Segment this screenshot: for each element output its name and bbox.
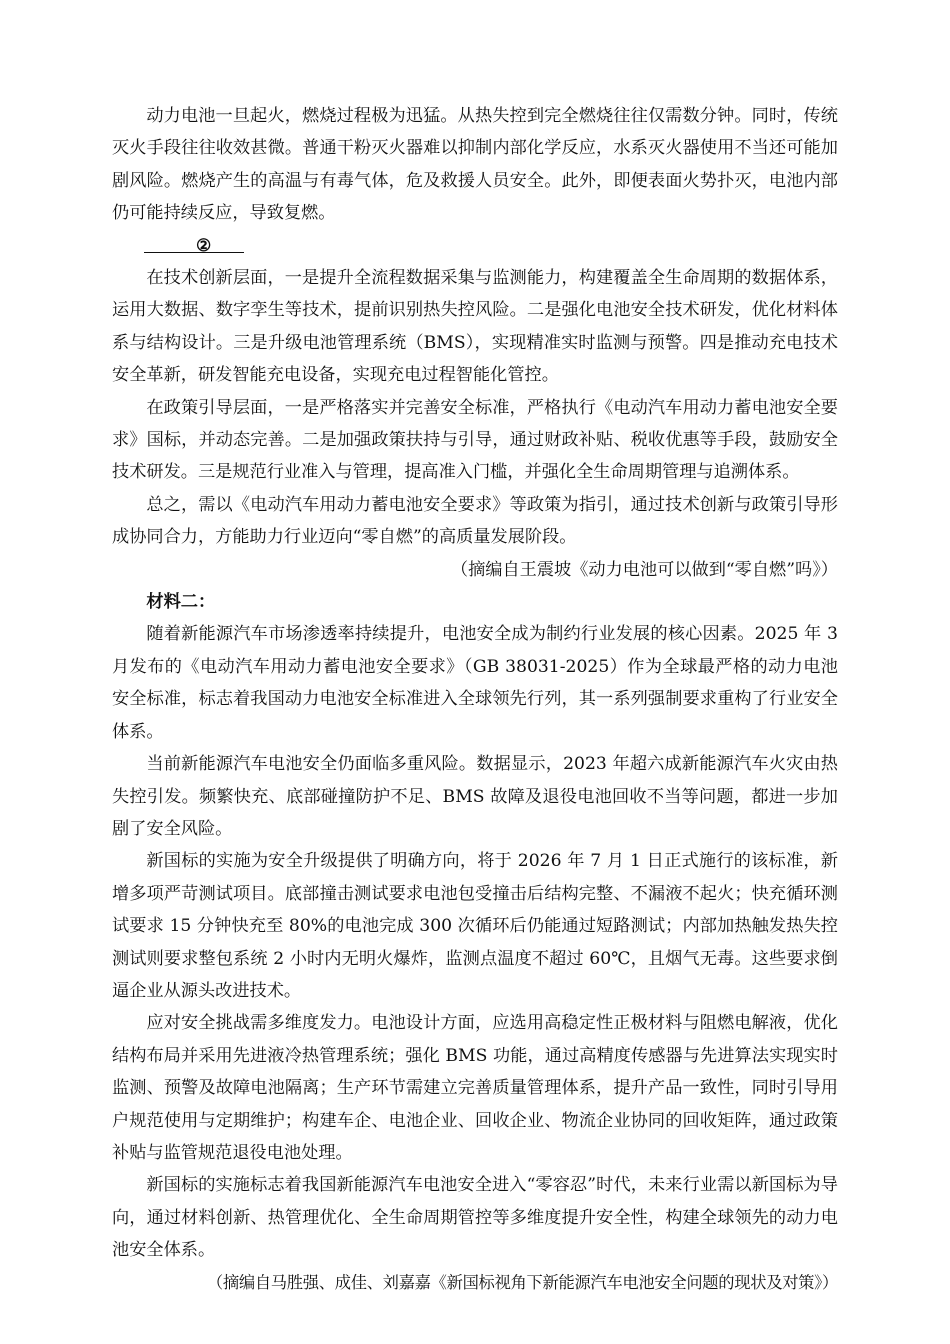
source-citation-2: （摘编自马胜强、成佳、刘嘉嘉《新国标视角下新能源汽车电池安全问题的现状及对策》）: [206, 1272, 838, 1292]
paragraph-fire-risk: 动力电池一旦起火，燃烧过程极为迅猛。从热失控到完全燃烧往往仅需数分钟。同时，传统灭火手段往往收效甚微。普通干粉灭火器难以抑制内部化学反应，水系灭火器使用不当还可能加剧风险。燃烧产生的高温与有毒气体，危及救援人员安全。此外，即便表面火势扑灭，电池内部仍可能持续反应，导致复燃。: [112, 106, 838, 224]
paragraph-current-risks: 当前新能源汽车电池安全仍面临多重风险。数据显示，2023 年超六成新能源汽车火灾由热失控引发。频繁快充、底部碰撞防护不足、BMS 故障及退役电池回收不当等问题，都进一步加剧了安全风险。: [112, 754, 838, 839]
blank-number: ②: [196, 235, 212, 256]
material-2-label: 材料二：: [146, 592, 216, 613]
paragraph-zero-tolerance: 新国标的实施标志着我国新能源汽车电池安全进入“零容忍”时代，未来行业需以新国标为导向，通过材料创新、热管理优化、全生命周期管控等多维度提升安全性，构建全球领先的动力电池安全体系。: [112, 1175, 838, 1261]
paragraph-new-standard: 随着新能源汽车市场渗透率持续提升，电池安全成为制约行业发展的核心因素。2025 年 3 月发布的《电动汽车用动力蓄电池安全要求》（GB 38031-2025）作为全球最严格的动力电池安全标准，标志着我国动力电池安全标准进入全球领先行列，其一系列强制要求重构了行业安全体系。: [112, 624, 838, 742]
paragraph-test-items: 新国标的实施为安全升级提供了明确方向，将于 2026 年 7 月 1 日正式施行的该标准，新增多项严苛测试项目。底部撞击测试要求电池包受撞击后结构完整、不漏液不起火；快充循环测试要求 15 分钟快充至 80%的电池完成 300 次循环后仍能通过短路测试；内部加热触发热失控测试则要求整包系统 2 小时内无明火爆炸，监测点温度不超过 60℃，且烟气无毒。这些要求倒逼企业从源头改进技术。: [112, 851, 838, 1001]
document-page: [112, 100, 838, 1299]
paragraph-tech-innovation: 在技术创新层面，一是提升全流程数据采集与监测能力，构建覆盖全生命周期的数据体系，运用大数据、数字孪生等技术，提前识别热失控风险。二是强化电池安全技术研发，优化材料体系与结构设计。三是升级电池管理系统（BMS），实现精准实时监测与预警。四是推动充电技术安全革新，研发智能充电设备，实现充电过程智能化管控。: [112, 268, 838, 386]
paragraph-countermeasures: 应对安全挑战需多维度发力。电池设计方面，应选用高稳定性正极材料与阻燃电解液，优化结构布局并采用先进液冷热管理系统；强化 BMS 功能，通过高精度传感器与先进算法实现实时监测、预警及故障电池隔离；生产环节需建立完善质量管理体系，提升产品一致性，同时引导用户规范使用与定期维护；构建车企、电池企业、回收企业、物流企业协同的回收矩阵，通过政策补贴与监管规范退役电池处理。: [112, 1013, 838, 1163]
blank-underline: [144, 252, 244, 253]
paragraph-summary: 总之，需以《电动汽车用动力蓄电池安全要求》等政策为指引，通过技术创新与政策引导形成协同合力，方能助力行业迈向“零自燃”的高质量发展阶段。: [112, 494, 838, 548]
source-citation-1: （摘编自王震坡《动力电池可以做到“零自燃”吗》）: [450, 559, 838, 580]
paragraph-policy-guidance: 在政策引导层面，一是严格落实并完善安全标准，严格执行《电动汽车用动力蓄电池安全要求》国标，并动态完善。二是加强政策扶持与引导，通过财政补贴、税收优惠等手段，鼓励安全技术研发。三是规范行业准入与管理，提高准入门槛，并强化全生命周期管理与追溯体系。: [112, 397, 838, 483]
fill-in-blank: [112, 230, 838, 262]
